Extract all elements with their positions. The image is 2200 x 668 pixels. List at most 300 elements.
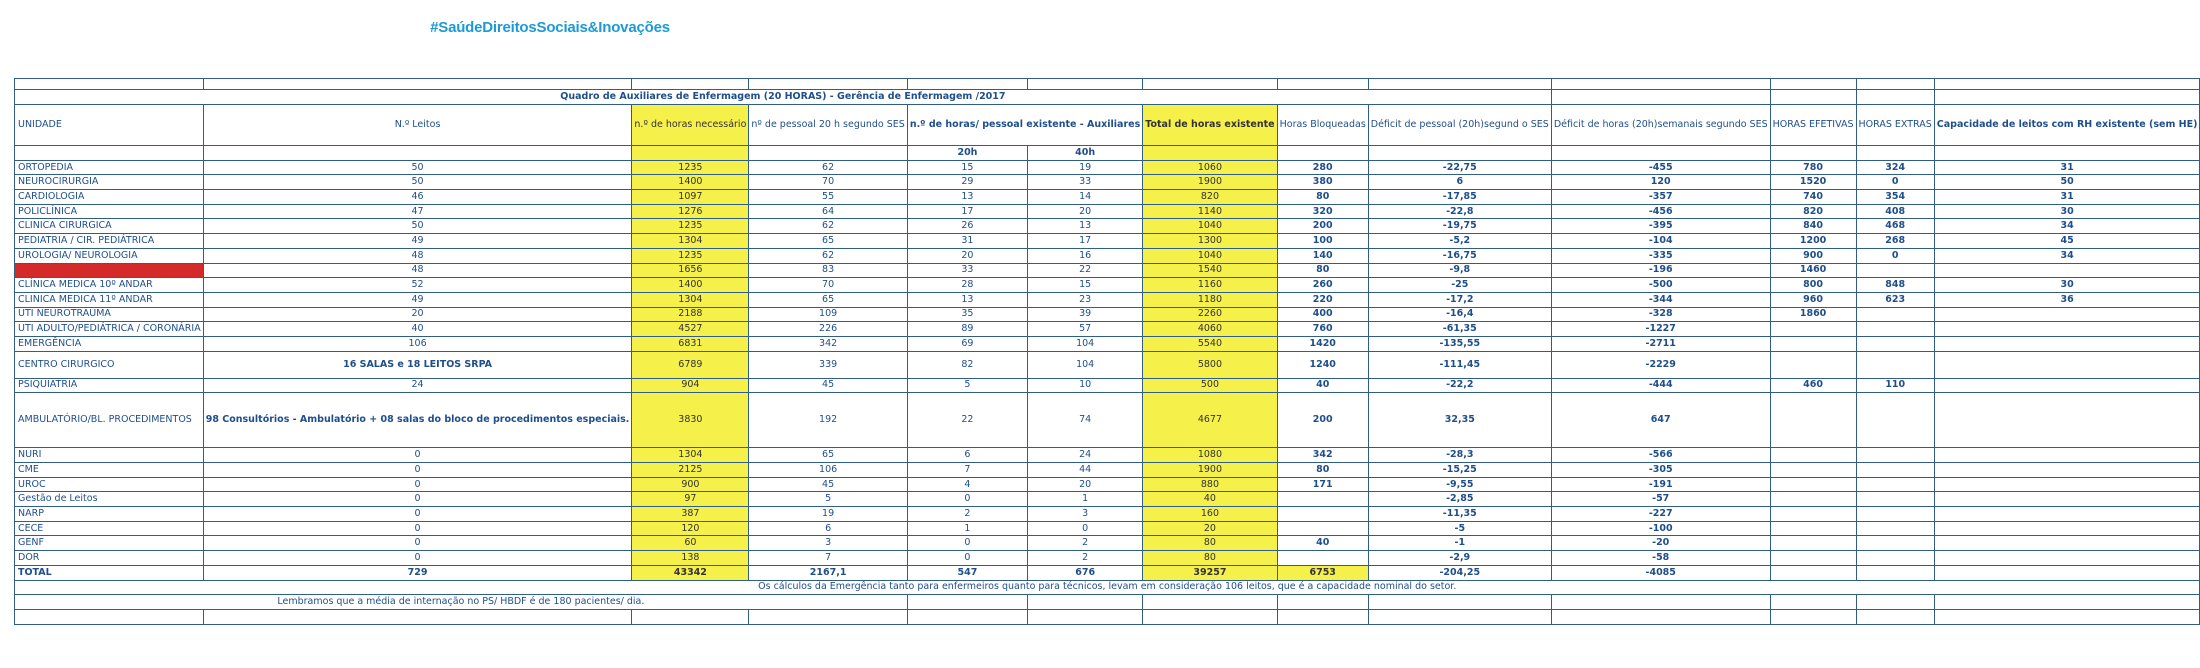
empty-cell [632, 609, 749, 624]
cell-horas-extras: 0 [1856, 248, 1934, 263]
cell-unidade: EMERGÊNCIA [15, 336, 204, 351]
cell-total-horas: 20 [1143, 521, 1277, 536]
cell-unidade: DOR [15, 551, 204, 566]
cell-horas-bloqueadas: 80 [1277, 190, 1368, 205]
empty-cell [1551, 595, 1770, 610]
cell-leitos: 0 [203, 477, 632, 492]
cell-40h: 16 [1028, 248, 1143, 263]
cell-capacidade: 31 [1934, 190, 2200, 205]
cell-horas-efetivas: 740 [1770, 190, 1856, 205]
cell-horas-extras [1856, 351, 1934, 378]
empty-cell [1856, 595, 1934, 610]
table-row [15, 160, 2200, 175]
cell-horas-efetivas [1770, 336, 1856, 351]
cell-capacidade [1934, 565, 2200, 580]
cell-horas-efetivas [1770, 448, 1856, 463]
cell-40h: 24 [1028, 448, 1143, 463]
cell-total-horas: 1060 [1143, 160, 1277, 175]
empty-cell [1551, 609, 1770, 624]
cell-unidade: POLICLÍNICA [15, 204, 204, 219]
cell-horas-extras [1856, 551, 1934, 566]
cell-horas-extras [1856, 307, 1934, 322]
hashtag-banner: #SaúdeDireitosSociais&Inovações [430, 19, 670, 36]
cell-horas-bloqueadas: 1420 [1277, 336, 1368, 351]
cell-capacidade [1934, 551, 2200, 566]
table-row [15, 307, 2200, 322]
cell-deficit-horas: -335 [1551, 248, 1770, 263]
cell-pessoal-ses: 106 [749, 463, 907, 478]
cell-horas-bloqueadas: 220 [1277, 292, 1368, 307]
cell-unidade: UTI ADULTO/PEDIÁTRICA / CORONÁRIA [15, 322, 204, 337]
cell-pessoal-ses: 62 [749, 160, 907, 175]
cell-deficit-horas: -455 [1551, 160, 1770, 175]
cell-20h: 28 [907, 278, 1027, 293]
table-row [15, 322, 2200, 337]
cell-20h: 26 [907, 219, 1027, 234]
cell-horas-extras: 110 [1856, 378, 1934, 393]
cell-horas-extras: 324 [1856, 160, 1934, 175]
cell-20h: 20 [907, 248, 1027, 263]
cell-horas-efetivas: 900 [1770, 248, 1856, 263]
header-horas-efetivas: HORAS EFETIVAS [1770, 104, 1856, 145]
cell-pessoal-ses: 19 [749, 507, 907, 522]
cell-deficit-horas: -357 [1551, 190, 1770, 205]
cell-horas-extras [1856, 463, 1934, 478]
cell-pessoal-ses: 83 [749, 263, 907, 278]
cell-capacidade [1934, 322, 2200, 337]
cell-deficit-horas: -100 [1551, 521, 1770, 536]
cell-horas-efetivas [1770, 393, 1856, 448]
cell-horas-extras: 0 [1856, 175, 1934, 190]
header-deficit-horas: Déficit de horas (20h)semanais segundo SES [1551, 104, 1770, 145]
cell-leitos: 48 [203, 248, 632, 263]
cell-capacidade [1934, 521, 2200, 536]
cell-40h: 10 [1028, 378, 1143, 393]
cell-capacidade: 36 [1934, 292, 2200, 307]
cell-deficit-horas: -1227 [1551, 322, 1770, 337]
empty-cell [1856, 609, 1934, 624]
cell-unidade: CLÍNICA MEDICA 10º ANDAR [15, 278, 204, 293]
footnote: Lembramos que a média de internação no PS/ HBDF é de 180 pacientes/ dia. [15, 595, 908, 610]
cell-unidade: PSIQUIATRIA [15, 378, 204, 393]
cell-deficit-horas: -566 [1551, 448, 1770, 463]
empty-cell [749, 609, 907, 624]
blank-row [15, 79, 2200, 90]
cell-horas-extras [1856, 565, 1934, 580]
cell-leitos: 50 [203, 160, 632, 175]
cell-horas-efetivas: 1460 [1770, 263, 1856, 278]
note-row [15, 580, 2200, 595]
cell-horas-bloqueadas: 200 [1277, 393, 1368, 448]
cell-20h: 4 [907, 477, 1027, 492]
cell-20h: 5 [907, 378, 1027, 393]
cell-horas-necessario: 904 [632, 378, 749, 393]
staffing-table [14, 78, 2200, 625]
cell-total-horas: 1900 [1143, 175, 1277, 190]
cell-horas-bloqueadas: 320 [1277, 204, 1368, 219]
cell-total-horas: 2260 [1143, 307, 1277, 322]
cell-capacidade [1934, 463, 2200, 478]
cell-capacidade: 30 [1934, 204, 2200, 219]
cell-20h: 547 [907, 565, 1027, 580]
cell-deficit-pessoal: -28,3 [1368, 448, 1551, 463]
cell-total-horas: 80 [1143, 536, 1277, 551]
cell-total-horas: 880 [1143, 477, 1277, 492]
cell-capacidade: 30 [1934, 278, 2200, 293]
cell-pessoal-ses: 2167,1 [749, 565, 907, 580]
cell-leitos: 0 [203, 463, 632, 478]
cell-total-horas: 1080 [1143, 448, 1277, 463]
cell-deficit-pessoal: -1 [1368, 536, 1551, 551]
cell-horas-efetivas [1770, 507, 1856, 522]
empty-cell [907, 595, 1027, 610]
footnote: Os cálculos da Emergência tanto para enfermeiros quanto para técnicos, levam em consideração 106 leitos, que é a capacidade nominal do setor. [15, 580, 2200, 595]
table-row [15, 393, 2200, 448]
cell-horas-necessario: 6789 [632, 351, 749, 378]
cell-deficit-pessoal: -204,25 [1368, 565, 1551, 580]
header-40h: 40h [1028, 145, 1143, 160]
cell-deficit-horas: -196 [1551, 263, 1770, 278]
cell-horas-extras [1856, 322, 1934, 337]
table-row [15, 536, 2200, 551]
cell-deficit-horas: -328 [1551, 307, 1770, 322]
cell-leitos: 50 [203, 175, 632, 190]
empty-cell [1277, 595, 1368, 610]
cell-40h: 15 [1028, 278, 1143, 293]
cell-horas-bloqueadas: 100 [1277, 234, 1368, 249]
cell-unidade: GENF [15, 536, 204, 551]
cell-40h: 19 [1028, 160, 1143, 175]
cell-horas-bloqueadas: 200 [1277, 219, 1368, 234]
cell-horas-efetivas: 460 [1770, 378, 1856, 393]
header-20h: 20h [907, 145, 1027, 160]
cell-deficit-pessoal: -22,2 [1368, 378, 1551, 393]
cell-unidade: Gestão de Leitos [15, 492, 204, 507]
cell-horas-efetivas: 960 [1770, 292, 1856, 307]
header-horas-necessario: n.º de horas necessário [632, 104, 749, 145]
table-row [15, 204, 2200, 219]
header-deficit-pessoal: Déficit de pessoal (20h)segund o SES [1368, 104, 1551, 145]
cell-40h: 39 [1028, 307, 1143, 322]
cell-deficit-horas: -191 [1551, 477, 1770, 492]
cell-leitos: 50 [203, 219, 632, 234]
cell-deficit-pessoal: -17,85 [1368, 190, 1551, 205]
table-row [15, 492, 2200, 507]
table-row [15, 336, 2200, 351]
cell-deficit-pessoal: -111,45 [1368, 351, 1551, 378]
cell-capacidade [1934, 351, 2200, 378]
cell-deficit-horas: -104 [1551, 234, 1770, 249]
cell-horas-efetivas: 780 [1770, 160, 1856, 175]
cell-horas-necessario: 1235 [632, 219, 749, 234]
cell-40h: 13 [1028, 219, 1143, 234]
cell-deficit-pessoal: -22,75 [1368, 160, 1551, 175]
cell-horas-efetivas [1770, 351, 1856, 378]
cell-capacidade [1934, 336, 2200, 351]
cell-horas-extras: 408 [1856, 204, 1934, 219]
header-capacidade: Capacidade de leitos com RH existente (sem HE) [1934, 104, 2200, 145]
cell-horas-bloqueadas: 280 [1277, 160, 1368, 175]
cell-leitos: 46 [203, 190, 632, 205]
cell-pessoal-ses: 339 [749, 351, 907, 378]
cell-horas-bloqueadas: 760 [1277, 322, 1368, 337]
table-row [15, 477, 2200, 492]
table-row [15, 507, 2200, 522]
empty-cell [203, 609, 632, 624]
empty-cell [1368, 595, 1551, 610]
cell-leitos: 20 [203, 307, 632, 322]
cell-deficit-pessoal: -16,4 [1368, 307, 1551, 322]
cell-capacidade [1934, 263, 2200, 278]
cell-horas-extras [1856, 507, 1934, 522]
cell-capacidade [1934, 448, 2200, 463]
cell-deficit-horas: -395 [1551, 219, 1770, 234]
cell-20h: 0 [907, 492, 1027, 507]
cell-total-horas: 1540 [1143, 263, 1277, 278]
cell-capacidade: 34 [1934, 219, 2200, 234]
cell-40h: 57 [1028, 322, 1143, 337]
cell-unidade: PEDIATRIA / CIR. PEDIÁTRICA [15, 234, 204, 249]
cell-leitos: 106 [203, 336, 632, 351]
cell-pessoal-ses: 65 [749, 292, 907, 307]
cell-unidade: CECE [15, 521, 204, 536]
cell-deficit-pessoal: -11,35 [1368, 507, 1551, 522]
cell-20h: 13 [907, 292, 1027, 307]
header-leitos: N.º Leitos [203, 104, 632, 145]
cell-40h: 23 [1028, 292, 1143, 307]
cell-horas-bloqueadas: 400 [1277, 307, 1368, 322]
cell-deficit-horas: -57 [1551, 492, 1770, 507]
empty-cell [1770, 595, 1856, 610]
cell-horas-necessario: 2125 [632, 463, 749, 478]
empty-cell [15, 609, 204, 624]
cell-horas-necessario: 1304 [632, 448, 749, 463]
cell-leitos: 16 SALAS e 18 LEITOS SRPA [203, 351, 632, 378]
cell-40h: 17 [1028, 234, 1143, 249]
cell-total-horas: 5800 [1143, 351, 1277, 378]
cell-horas-necessario: 1304 [632, 292, 749, 307]
cell-total-horas: 1900 [1143, 463, 1277, 478]
cell-40h: 676 [1028, 565, 1143, 580]
title-row [15, 90, 2200, 105]
cell-pessoal-ses: 7 [749, 551, 907, 566]
cell-horas-necessario: 1304 [632, 234, 749, 249]
cell-20h: 1 [907, 521, 1027, 536]
table-row [15, 248, 2200, 263]
cell-horas-bloqueadas: 342 [1277, 448, 1368, 463]
table-row [15, 351, 2200, 378]
header-pessoal-ses: nº de pessoal 20 h segundo SES [749, 104, 907, 145]
cell-pessoal-ses: 5 [749, 492, 907, 507]
cell-deficit-pessoal: 6 [1368, 175, 1551, 190]
cell-horas-bloqueadas: 140 [1277, 248, 1368, 263]
cell-capacidade [1934, 507, 2200, 522]
cell-40h: 44 [1028, 463, 1143, 478]
cell-horas-efetivas [1770, 463, 1856, 478]
cell-deficit-horas: -500 [1551, 278, 1770, 293]
cell-horas-efetivas [1770, 477, 1856, 492]
cell-deficit-horas: -58 [1551, 551, 1770, 566]
header-horas-bloqueadas: Horas Bloqueadas [1277, 104, 1368, 145]
cell-horas-necessario: 1656 [632, 263, 749, 278]
cell-pessoal-ses: 192 [749, 393, 907, 448]
table-row [15, 263, 2200, 278]
empty-cell [1368, 609, 1551, 624]
cell-horas-bloqueadas: 171 [1277, 477, 1368, 492]
cell-horas-bloqueadas [1277, 507, 1368, 522]
cell-20h: 35 [907, 307, 1027, 322]
cell-capacidade: 31 [1934, 160, 2200, 175]
cell-horas-bloqueadas: 6753 [1277, 565, 1368, 580]
cell-unidade: CME [15, 463, 204, 478]
cell-horas-necessario: 900 [632, 477, 749, 492]
cell-horas-extras [1856, 536, 1934, 551]
cell-capacidade: 34 [1934, 248, 2200, 263]
cell-total-horas: 4677 [1143, 393, 1277, 448]
cell-leitos: 0 [203, 536, 632, 551]
cell-unidade: ORTOPEDIA [15, 160, 204, 175]
blank-row [15, 609, 2200, 624]
cell-horas-efetivas: 840 [1770, 219, 1856, 234]
cell-horas-necessario: 1400 [632, 278, 749, 293]
cell-horas-bloqueadas [1277, 521, 1368, 536]
cell-40h: 20 [1028, 477, 1143, 492]
cell-total-horas: 1180 [1143, 292, 1277, 307]
cell-pessoal-ses: 62 [749, 219, 907, 234]
cell-pessoal-ses: 342 [749, 336, 907, 351]
cell-deficit-horas: 647 [1551, 393, 1770, 448]
cell-pessoal-ses: 70 [749, 278, 907, 293]
table-title: Quadro de Auxiliares de Enfermagem (20 HORAS) - Gerência de Enfermagem /2017 [15, 90, 1552, 105]
cell-total-horas: 1160 [1143, 278, 1277, 293]
cell-pessoal-ses: 55 [749, 190, 907, 205]
cell-40h: 3 [1028, 507, 1143, 522]
cell-40h: 2 [1028, 551, 1143, 566]
cell-horas-efetivas: 1860 [1770, 307, 1856, 322]
header-horas-extras: HORAS EXTRAS [1856, 104, 1934, 145]
empty-cell [1028, 595, 1143, 610]
cell-deficit-pessoal: -25 [1368, 278, 1551, 293]
cell-horas-efetivas [1770, 492, 1856, 507]
cell-total-horas: 500 [1143, 378, 1277, 393]
cell-leitos: 47 [203, 204, 632, 219]
cell-unidade: TOTAL [15, 565, 204, 580]
empty-cell [1143, 595, 1277, 610]
cell-unidade: CARDIOLOGIA [15, 190, 204, 205]
cell-pessoal-ses: 65 [749, 448, 907, 463]
cell-deficit-pessoal: -135,55 [1368, 336, 1551, 351]
cell-total-horas: 160 [1143, 507, 1277, 522]
table-row [15, 463, 2200, 478]
empty-cell [1028, 609, 1143, 624]
cell-total-horas: 40 [1143, 492, 1277, 507]
cell-leitos: 0 [203, 507, 632, 522]
header-total-horas: Total de horas existente [1143, 104, 1277, 145]
table-row [15, 521, 2200, 536]
cell-horas-extras: 354 [1856, 190, 1934, 205]
table-row [15, 234, 2200, 249]
cell-horas-extras [1856, 263, 1934, 278]
cell-deficit-horas: -456 [1551, 204, 1770, 219]
cell-deficit-horas: -444 [1551, 378, 1770, 393]
cell-horas-bloqueadas: 80 [1277, 263, 1368, 278]
cell-deficit-pessoal: -5 [1368, 521, 1551, 536]
cell-20h: 89 [907, 322, 1027, 337]
cell-deficit-horas: -227 [1551, 507, 1770, 522]
cell-horas-extras: 848 [1856, 278, 1934, 293]
cell-deficit-pessoal: -22,8 [1368, 204, 1551, 219]
cell-pessoal-ses: 45 [749, 378, 907, 393]
cell-pessoal-ses: 65 [749, 234, 907, 249]
cell-leitos: 40 [203, 322, 632, 337]
cell-total-horas: 5540 [1143, 336, 1277, 351]
cell-horas-necessario: 387 [632, 507, 749, 522]
cell-total-horas: 1040 [1143, 248, 1277, 263]
empty-cell [1143, 609, 1277, 624]
cell-total-horas: 4060 [1143, 322, 1277, 337]
cell-deficit-horas: -305 [1551, 463, 1770, 478]
cell-40h: 20 [1028, 204, 1143, 219]
cell-horas-bloqueadas: 40 [1277, 378, 1368, 393]
cell-horas-extras [1856, 521, 1934, 536]
cell-deficit-pessoal: -9,8 [1368, 263, 1551, 278]
cell-total-horas: 1140 [1143, 204, 1277, 219]
cell-horas-necessario: 1400 [632, 175, 749, 190]
cell-leitos: 0 [203, 521, 632, 536]
cell-horas-efetivas [1770, 521, 1856, 536]
cell-horas-efetivas: 800 [1770, 278, 1856, 293]
cell-deficit-pessoal: -17,2 [1368, 292, 1551, 307]
table-row [15, 190, 2200, 205]
cell-leitos: 49 [203, 234, 632, 249]
cell-total-horas: 820 [1143, 190, 1277, 205]
cell-horas-extras [1856, 477, 1934, 492]
cell-unidade: CLINICA CIRURGICA [15, 219, 204, 234]
cell-capacidade [1934, 307, 2200, 322]
cell-pessoal-ses: 109 [749, 307, 907, 322]
table-row [15, 551, 2200, 566]
cell-deficit-horas: -4085 [1551, 565, 1770, 580]
cell-40h: 22 [1028, 263, 1143, 278]
cell-capacidade [1934, 393, 2200, 448]
cell-pessoal-ses: 62 [749, 248, 907, 263]
cell-leitos: 49 [203, 292, 632, 307]
cell-horas-extras [1856, 393, 1934, 448]
cell-horas-necessario: 1235 [632, 248, 749, 263]
cell-unidade: UROC [15, 477, 204, 492]
table-row [15, 175, 2200, 190]
cell-horas-necessario: 138 [632, 551, 749, 566]
cell-deficit-horas: -2229 [1551, 351, 1770, 378]
staffing-spreadsheet [14, 78, 2200, 625]
cell-horas-bloqueadas [1277, 492, 1368, 507]
cell-capacidade [1934, 477, 2200, 492]
cell-deficit-pessoal: -2,9 [1368, 551, 1551, 566]
cell-total-horas: 1040 [1143, 219, 1277, 234]
cell-pessoal-ses: 226 [749, 322, 907, 337]
cell-horas-bloqueadas: 260 [1277, 278, 1368, 293]
cell-horas-extras: 468 [1856, 219, 1934, 234]
cell-leitos: 0 [203, 551, 632, 566]
cell-20h: 22 [907, 393, 1027, 448]
cell-horas-bloqueadas: 1240 [1277, 351, 1368, 378]
cell-horas-bloqueadas: 380 [1277, 175, 1368, 190]
cell-horas-efetivas [1770, 536, 1856, 551]
cell-20h: 29 [907, 175, 1027, 190]
cell-horas-efetivas: 1200 [1770, 234, 1856, 249]
cell-horas-extras [1856, 448, 1934, 463]
cell-horas-necessario: 60 [632, 536, 749, 551]
